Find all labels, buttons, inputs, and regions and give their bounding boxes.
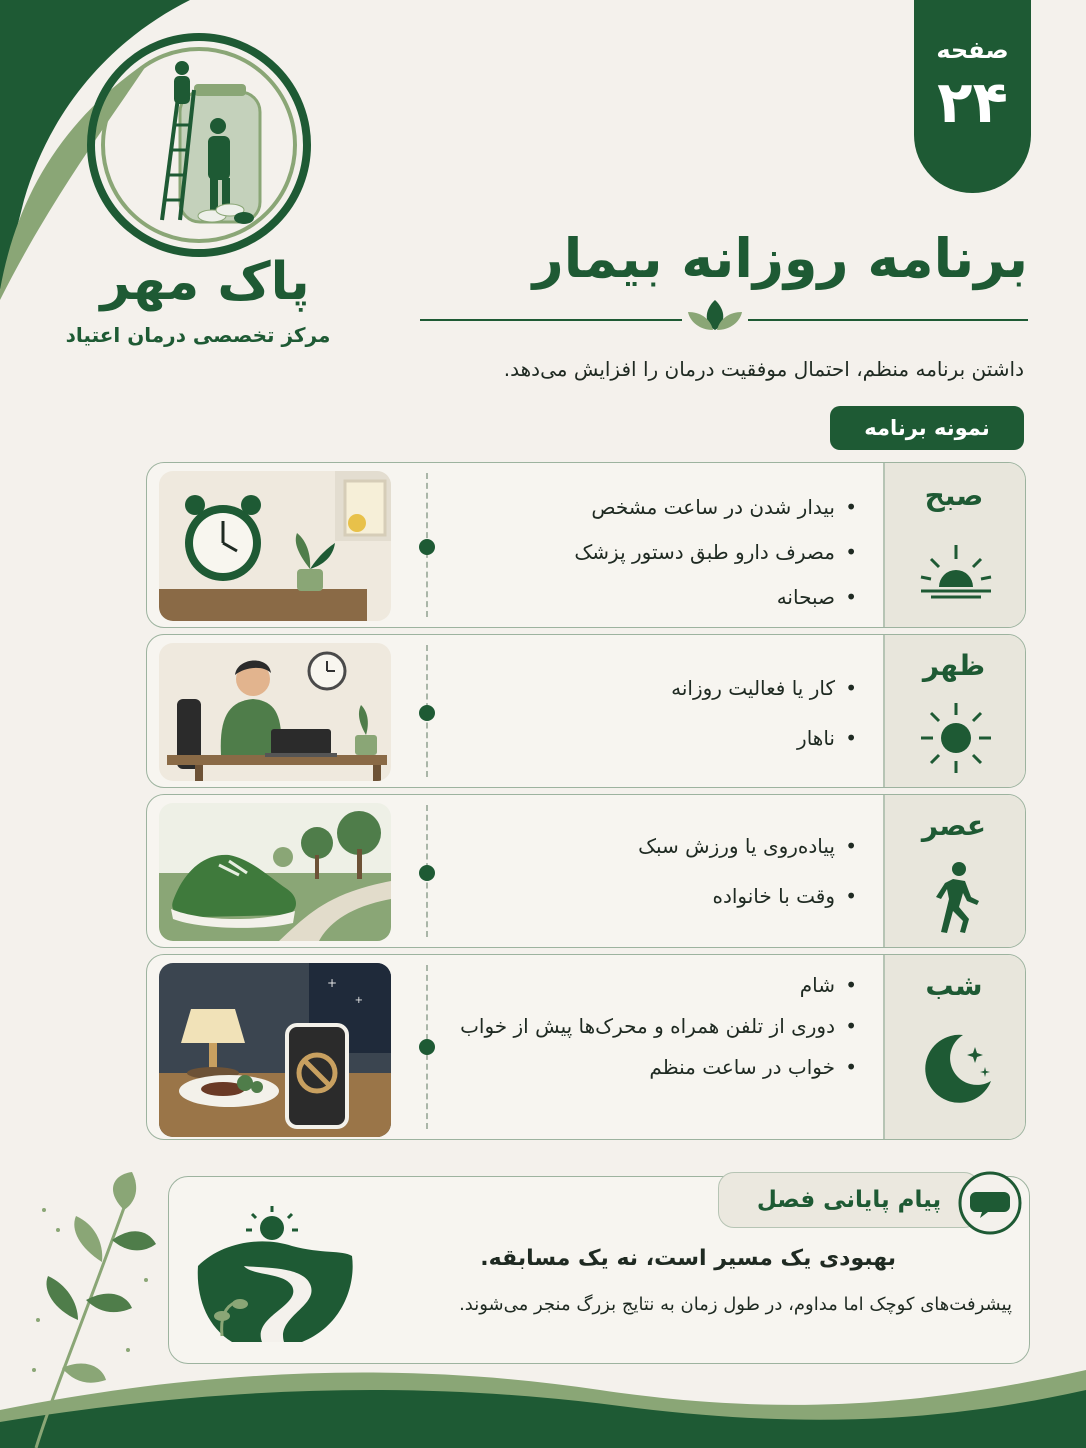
sun-icon	[917, 699, 995, 777]
closing-headline: بهبودی یک مسیر است، نه یک مسابقه.	[480, 1246, 896, 1271]
schedule-card-morning	[146, 462, 1026, 628]
list-item: • خواب در ساعت منظم	[437, 1047, 857, 1088]
walking-person-icon	[917, 859, 995, 937]
leaf-branch-decoration	[24, 1170, 164, 1448]
timeline-dot	[419, 539, 435, 555]
period-name: شب	[925, 969, 983, 1002]
svg-text:+: +	[326, 976, 337, 990]
list-item: • ناهار	[437, 713, 857, 763]
timeline-dot	[419, 1039, 435, 1055]
page-number: ۲۴	[937, 68, 1008, 136]
period-panel	[883, 635, 1025, 787]
brand-tagline: مرکز تخصصی درمان اعتیاد	[65, 323, 331, 347]
chat-bubble-icon	[954, 1170, 1030, 1236]
schedule-card-noon	[146, 634, 1026, 788]
intro-text: داشتن برنامه منظم، احتمال موفقیت درمان را افزایش می‌دهد.	[503, 357, 1024, 381]
sunrise-icon	[917, 533, 995, 611]
list-item: • مصرف دارو طبق دستور پزشک	[437, 530, 857, 575]
closing-body: پیشرفت‌های کوچک اما مداوم، در طول زمان به نتایج بزرگ منجر می‌شوند.	[459, 1294, 1012, 1315]
timeline-dot	[419, 865, 435, 881]
moon-stars-icon	[917, 1029, 995, 1107]
timeline-dot	[419, 705, 435, 721]
schedule-card-night	[146, 954, 1026, 1140]
list-item: • شام	[437, 965, 857, 1006]
svg-text:+: +	[354, 995, 363, 1006]
ladder-bottle-logo-icon	[84, 30, 314, 260]
sample-schedule-badge: نمونه برنامه	[830, 406, 1024, 450]
list-item: • صبحانه	[437, 575, 857, 620]
list-item: • وقت با خانواده	[437, 871, 857, 921]
leaf-divider-icon	[420, 296, 1028, 336]
period-name: صبح	[924, 479, 984, 512]
page-number-tab	[914, 0, 1031, 193]
list-item: • پیاده‌روی یا ورزش سبک	[437, 821, 857, 871]
man-working-laptop-illustration	[159, 643, 391, 781]
brand-name: پاک مهر	[100, 252, 310, 312]
period-panel	[883, 955, 1025, 1139]
page-title: برنامه روزانه بیمار	[532, 227, 1028, 290]
dinner-phone-night-illustration	[159, 963, 391, 1137]
list-item: • دوری از تلفن همراه و محرک‌ها پیش از خواب	[437, 1006, 857, 1047]
period-panel	[883, 463, 1025, 627]
list-item: • کار یا فعالیت روزانه	[437, 663, 857, 713]
period-name: ظهر	[922, 649, 986, 682]
page-label: صفحه	[936, 36, 1009, 64]
period-name: عصر	[921, 809, 987, 842]
schedule-card-afternoon	[146, 794, 1026, 948]
closing-title: پیام پایانی فصل	[718, 1172, 980, 1228]
alarm-clock-illustration	[159, 471, 391, 621]
winding-path-icon	[192, 1206, 356, 1346]
list-item: • بیدار شدن در ساعت مشخص	[437, 485, 857, 530]
sneaker-park-illustration	[159, 803, 391, 941]
period-panel	[883, 795, 1025, 947]
